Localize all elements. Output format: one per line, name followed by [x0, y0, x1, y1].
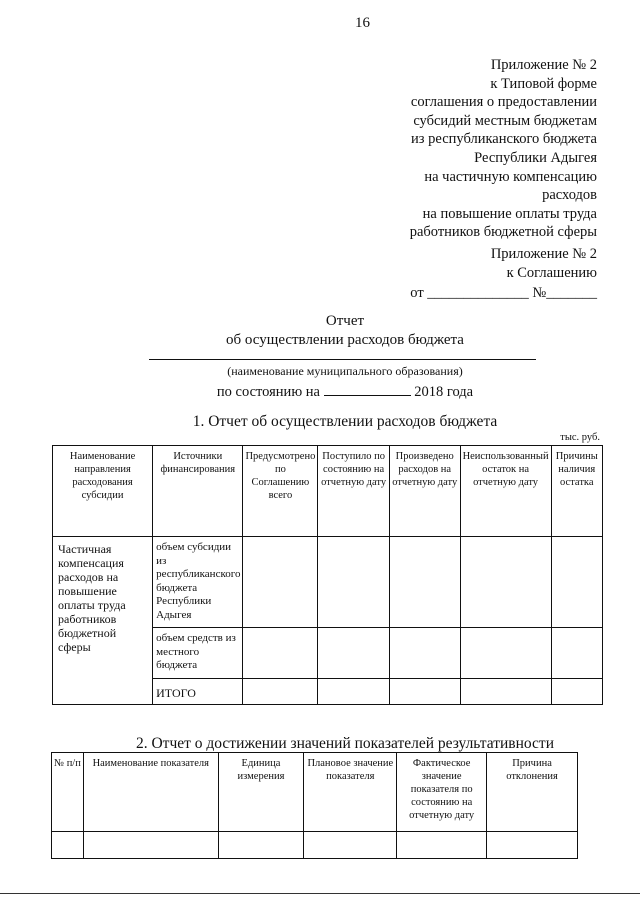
total-label: ИТОГО	[153, 679, 243, 705]
empty-cell	[397, 832, 487, 859]
appendix-line: Приложение № 2	[490, 57, 597, 73]
header-spent: Произведено расходов на отчетную дату	[389, 446, 460, 537]
direction-cell: Частичная компенсация расходов на повышение оплаты труда работников бюджетной сферы	[53, 537, 153, 705]
appendix-line: из республиканского бюджета	[411, 131, 597, 148]
indicators-table	[51, 752, 578, 859]
appendix-line: субсидий местным бюджетам	[413, 112, 597, 129]
empty-cell	[551, 537, 602, 628]
empty-cell	[318, 537, 390, 628]
report-title: Отчет	[325, 313, 365, 329]
units-label: тыс. руб.	[560, 432, 600, 443]
header-source: Источники финансирования	[153, 446, 243, 537]
empty-cell	[389, 537, 460, 628]
empty-cell	[460, 628, 551, 679]
empty-cell	[460, 679, 551, 705]
report-date-line	[0, 382, 640, 401]
agreement-line: к Соглашению	[506, 264, 597, 281]
table-row	[53, 537, 603, 628]
appendix-header	[410, 56, 597, 242]
agreement-date-line: от ______________ №_______	[410, 285, 597, 302]
state-suffix: 2018 года	[414, 384, 474, 400]
source-republic-cell: объем субсидии из республиканского бюджета Республики Адыгея	[153, 537, 243, 628]
appendix-line: на повышение оплаты труда	[422, 205, 597, 222]
section2-heading: 2. Отчет о достижении значений показателей результативности	[135, 735, 554, 752]
table-row	[52, 832, 578, 859]
empty-cell	[83, 832, 218, 859]
appendix-line: соглашения о предоставлении	[410, 94, 597, 111]
header-reason: Причины наличия остатка	[551, 446, 602, 537]
appendix-line: на частичную компенсацию	[424, 168, 597, 185]
appendix-line: Республики Адыгея	[474, 149, 597, 166]
header-indicator-name: Наименование показателя	[83, 753, 218, 832]
appendix-line: работников бюджетной сферы	[409, 224, 597, 241]
header-actual-value: Фактическое значение показателя по состоянию на отчетную дату	[397, 753, 487, 832]
appendix-line: к Типовой форме	[490, 75, 597, 92]
header-direction: Наименование направления расходования субсидии	[53, 446, 153, 537]
empty-cell	[218, 832, 304, 859]
empty-cell	[460, 537, 551, 628]
empty-cell	[243, 679, 318, 705]
section1-heading: 1. Отчет об осуществлении расходов бюджета	[192, 413, 498, 430]
agreement-line: Приложение № 2	[490, 246, 597, 262]
empty-cell	[318, 679, 390, 705]
header-deviation-reason: Причина отклонения	[487, 753, 578, 832]
header-received: Поступило по состоянию на отчетную дату	[318, 446, 390, 537]
empty-cell	[318, 628, 390, 679]
appendix-line: расходов	[542, 187, 597, 204]
page-edge-line	[0, 893, 640, 894]
table-header-row	[52, 753, 578, 832]
header-unused: Неиспользованный остаток на отчетную дату	[460, 446, 551, 537]
table-header-row	[53, 446, 603, 537]
state-prefix: по состоянию на	[216, 384, 320, 400]
expenditure-table	[52, 445, 603, 705]
date-blank	[324, 382, 411, 396]
header-planned-value: Плановое значение показателя	[304, 753, 397, 832]
empty-cell	[243, 537, 318, 628]
empty-cell	[389, 679, 460, 705]
header-unit: Единица измерения	[218, 753, 304, 832]
municipality-hint: (наименование муниципального образования)	[227, 364, 463, 378]
page-number: 16	[355, 15, 370, 31]
empty-cell	[52, 832, 84, 859]
source-local-cell: объем средств из местного бюджета	[153, 628, 243, 679]
municipality-underline	[149, 359, 536, 360]
header-planned: Предусмотрено по Соглашению всего	[243, 446, 318, 537]
header-number: № п/п	[52, 753, 84, 832]
empty-cell	[487, 832, 578, 859]
empty-cell	[304, 832, 397, 859]
empty-cell	[243, 628, 318, 679]
empty-cell	[389, 628, 460, 679]
agreement-header	[410, 245, 597, 303]
report-subtitle: об осуществлении расходов бюджета	[226, 332, 464, 348]
empty-cell	[551, 679, 602, 705]
empty-cell	[551, 628, 602, 679]
